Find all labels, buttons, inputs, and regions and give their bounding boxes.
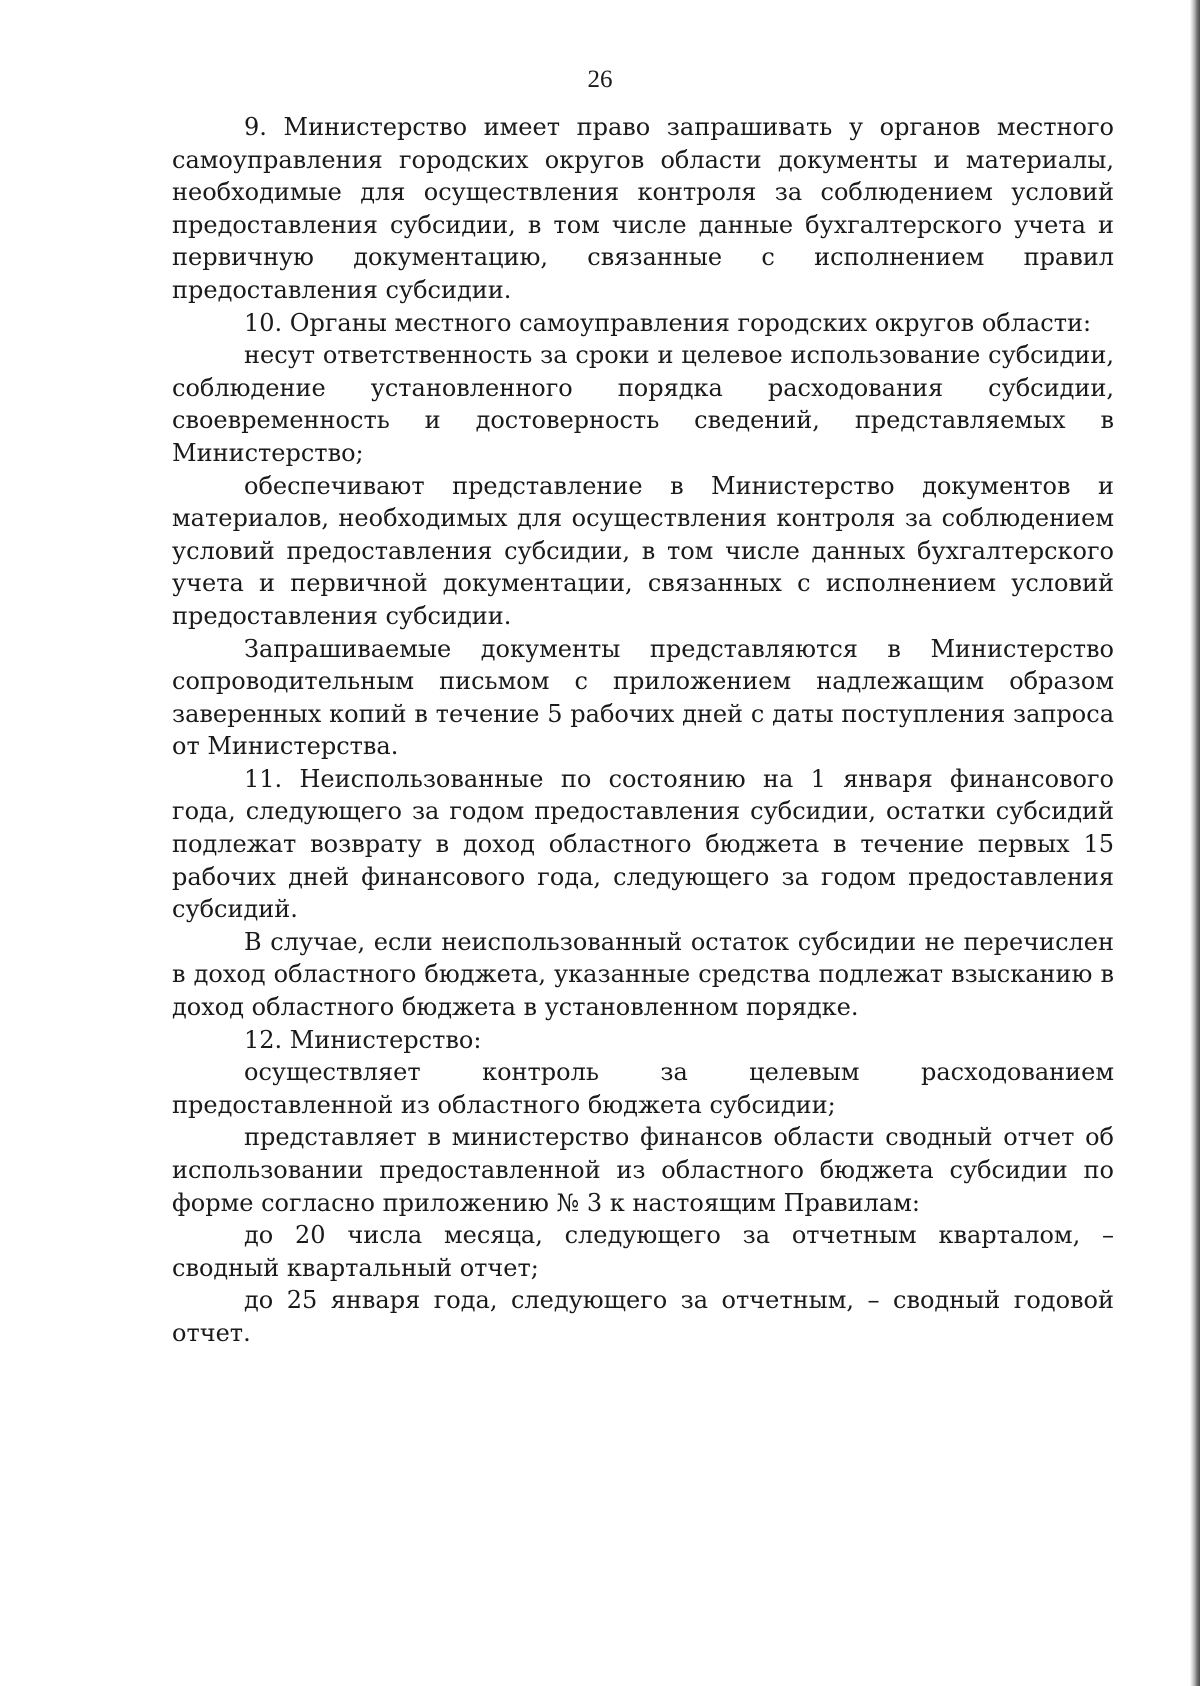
paragraph-11: 11. Неиспользованные по состоянию на 1 января финансового года, следующего за годом предоставления субсидии, остатки субсидий подлежат возврату в доход областного бюджета в течение первых 15 рабочих дней финансового года, следующего за годом предоставления субсидий. [172, 764, 1114, 924]
paragraph-12-heading: 12. Министерство: [244, 1025, 482, 1054]
paragraph-12-control: осуществляет контроль за целевым расходованием предоставленной из областного бюджета субсидии; [172, 1058, 1114, 1119]
paragraph-10-requested-documents: Запрашиваемые документы представляются в Министерство сопроводительным письмом с приложением надлежащим образом заверенных копий в течение 5 рабочих дней с даты поступления запроса от Министерства. [172, 634, 1114, 761]
paragraph-12-annual: до 25 января года, следующего за отчетным, – сводный годовой отчет. [172, 1286, 1114, 1347]
document-body [172, 111, 1114, 1350]
paragraph-10-responsibility: несут ответственность за сроки и целевое использование субсидии, соблюдение установленного порядка расходования субсидии, своевременность и достоверность сведений, представляемых в Министерство; [172, 341, 1114, 467]
page-number: 26 [587, 66, 613, 93]
paragraph-10-provision: обеспечивают представление в Министерство документов и материалов, необходимых для осуществления контроля за соблюдением условий предоставления субсидии, в том числе данных бухгалтерского учета и первичной документации, связанных с исполнением условий предоставления субсидии. [172, 471, 1114, 630]
paragraph-11-recovery: В случае, если неиспользованный остаток субсидии не перечислен в доход областного бюджета, указанные средства подлежат взысканию в доход областного бюджета в установленном порядке. [172, 927, 1114, 1022]
paragraph-9: 9. Министерство имеет право запрашивать у органов местного самоуправления городских округов области документы и материалы, необходимые для осуществления контроля за соблюдением условий предоставления субсидии, в том числе данные бухгалтерского учета и первичную документацию, связанные с исполнением правил предоставления субсидии. [172, 113, 1114, 304]
paragraph-12-quarterly: до 20 числа месяца, следующего за отчетным кварталом, – сводный квартальный отчет; [172, 1221, 1114, 1282]
page-edge-shadow [1190, 0, 1200, 1686]
paragraph-10-heading: 10. Органы местного самоуправления городских округов области: [244, 308, 1092, 337]
paragraph-12-report: представляет в министерство финансов области сводный отчет об использовании предоставленной из областного бюджета субсидии по форме согласно приложению № 3 к настоящим Правилам: [172, 1123, 1114, 1217]
